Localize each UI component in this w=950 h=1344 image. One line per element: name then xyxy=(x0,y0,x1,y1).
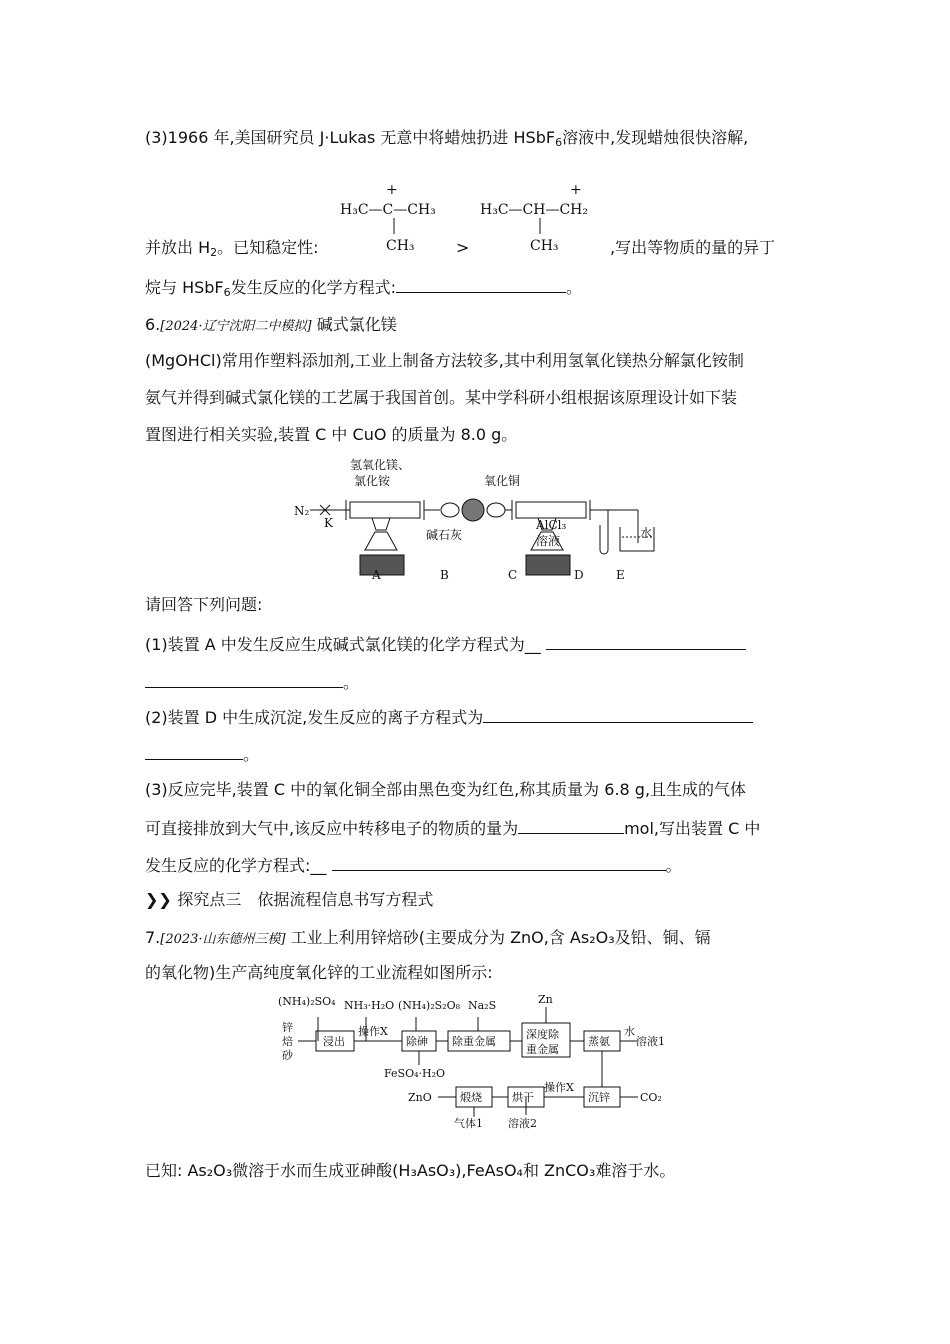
d-reagent-label-1: AlCl₃ xyxy=(536,518,567,532)
op-x-label-2: 操作X xyxy=(544,1081,574,1094)
answer-blank[interactable] xyxy=(145,671,343,688)
q3-text: 。已知稳定性: xyxy=(217,238,319,257)
sol2-label: 溶液2 xyxy=(508,1117,537,1129)
q3-text: 并放出 H xyxy=(145,238,211,257)
q6-title: 碱式氯化镁 xyxy=(316,315,397,334)
period: 。 xyxy=(243,745,260,764)
q3-line1 xyxy=(145,127,748,154)
feed-char-2: 焙 xyxy=(282,1035,293,1048)
q6-a3-line3: 发生反应的化学方程式:__ 。 xyxy=(145,856,682,875)
letter-e: E xyxy=(616,568,625,582)
answer-blank[interactable] xyxy=(518,817,624,834)
double-chevron-icon: ❯❯ xyxy=(145,890,178,909)
letter-d: D xyxy=(574,568,584,582)
a-reagent-label-2: 氯化铵 xyxy=(354,474,391,488)
apparatus-diagram xyxy=(290,455,670,585)
n2-label: N₂ xyxy=(294,504,310,518)
q6-a3-line2 xyxy=(145,817,760,840)
section-heading xyxy=(145,889,433,911)
q6-a3-text: 发生反应的化学方程式: xyxy=(145,856,311,875)
reagent-2: NH₃·H₂O xyxy=(344,999,395,1012)
c-reagent-label: 氧化铜 xyxy=(484,474,521,488)
q7-source-tag: [2023·山东德州三模] xyxy=(160,932,286,947)
answer-blank[interactable] xyxy=(145,743,243,760)
co2-label: CO₂ xyxy=(640,1091,662,1104)
box-dry: 烘干 xyxy=(512,1091,534,1104)
q6-a2 xyxy=(145,706,753,729)
reagent-1: (NH₄)₂SO₄ xyxy=(278,995,336,1008)
letter-b: B xyxy=(440,568,449,582)
feed-char-3: 砂 xyxy=(282,1049,293,1062)
q6-para-3: 置图进行相关实验,装置 C 中 CuO 的质量为 8.0 g。 xyxy=(145,425,518,444)
struct2-plus: + xyxy=(570,182,582,198)
q6-a1-cont xyxy=(145,671,359,694)
q3-text: 烷与 HSbF xyxy=(145,278,224,297)
q7-text: 工业上利用锌焙砂(主要成分为 ZnO,含 As₂O₃及铅、铜、镉 xyxy=(290,928,711,947)
q6-a3-text: mol,写出装置 C 中 xyxy=(624,819,761,838)
op-x-label-1: 操作X xyxy=(358,1025,388,1038)
period: 。 xyxy=(343,673,360,692)
answer-blank[interactable] xyxy=(483,706,753,723)
q6-source-tag: [2024·辽宁沈阳二中模拟] xyxy=(160,319,312,334)
struct1-methyl: CH₃ xyxy=(386,238,415,254)
q3-line2-end: ,写出等物质的量的异丁 xyxy=(610,238,776,257)
valve-k-label: K xyxy=(324,516,333,530)
q3-line3 xyxy=(145,276,582,304)
e-reagent-label: 水 xyxy=(640,526,653,540)
q3-text: (3)1966 年,美国研究员 J·Lukas 无意中将蜡烛扔进 HSbF xyxy=(145,128,556,147)
q6-para-1: (MgOHCl)常用作塑料添加剂,工业上制备方法较多,其中利用氢氧化镁热分解氯化铵制 xyxy=(145,351,744,370)
q6-ask: 请回答下列问题: xyxy=(145,595,263,614)
section-title: 探究点三 依据流程信息书写方程式 xyxy=(177,890,434,909)
q3-line2 xyxy=(145,237,319,264)
q3-text: 发生反应的化学方程式: xyxy=(230,278,397,297)
q7-number: 7. xyxy=(145,928,161,947)
q7-heading xyxy=(145,927,711,951)
struct1-formula: H₃C—C—CH₃ xyxy=(340,202,436,218)
q6-heading xyxy=(145,314,397,338)
reagent-5: Zn xyxy=(538,993,553,1006)
feso4-label: FeSO₄·H₂O xyxy=(384,1067,446,1080)
gas1-label: 气体1 xyxy=(454,1117,483,1129)
d-reagent-label-2: 溶液 xyxy=(536,534,561,548)
q6-para-2: 氨气并得到碱式氯化镁的工艺属于我国首创。某中学科研小组根据该原理设计如下装 xyxy=(145,388,738,407)
feed-char-1: 锌 xyxy=(282,1021,293,1034)
b-reagent-label: 碱石灰 xyxy=(426,528,463,542)
q6-a2-text: (2)装置 D 中生成沉淀,发生反应的离子方程式为 xyxy=(145,708,484,727)
q6-a1-text: (1)装置 A 中发生反应生成碱式氯化镁的化学方程式为 xyxy=(145,635,525,654)
struct1-plus: + xyxy=(386,182,398,198)
q7-para-2: 的氧化物)生产高纯度氧化锌的工业流程如图所示: xyxy=(145,963,493,982)
water-label: 水 xyxy=(624,1025,635,1038)
reagent-4: Na₂S xyxy=(468,999,497,1012)
box-remove-hm: 除重金属 xyxy=(452,1035,496,1048)
period: 。 xyxy=(566,278,583,297)
q3-text: 溶液中,发现蜡烛很快溶解, xyxy=(562,128,749,147)
q6-a2-cont xyxy=(145,743,259,766)
sol1-label: 溶液1 xyxy=(636,1035,665,1048)
process-flowchart xyxy=(278,993,678,1129)
box-remove-as: 除砷 xyxy=(406,1035,428,1048)
answer-blank[interactable] xyxy=(332,854,666,871)
carbocation-structures xyxy=(330,182,630,262)
struct2-methyl: CH₃ xyxy=(530,238,559,254)
q6-a1: (1)装置 A 中发生反应生成碱式氯化镁的化学方程式为__ xyxy=(145,633,746,656)
box-ammonia: 蒸氨 xyxy=(588,1035,610,1048)
box-leach: 浸出 xyxy=(323,1035,345,1048)
period: 。 xyxy=(665,856,682,875)
q6-a3-text: 可直接排放到大气中,该反应中转移电子的物质的量为 xyxy=(145,819,519,838)
subscript: 6 xyxy=(223,286,231,299)
q6-a3-line1: (3)反应完毕,装置 C 中的氧化铜全部由黑色变为红色,称其质量为 6.8 g,且生成的气体 xyxy=(145,780,747,799)
box-deep-1: 深度除 xyxy=(526,1028,559,1041)
answer-blank[interactable] xyxy=(546,633,746,650)
letter-c: C xyxy=(508,568,518,582)
box-calcine: 煅烧 xyxy=(460,1091,482,1104)
struct2-formula: H₃C—CH—CH₂ xyxy=(480,202,588,218)
a-reagent-label-1: 氢氧化镁、 xyxy=(350,458,411,472)
known-info: 已知: As₂O₃微溶于水而生成亚砷酸(H₃AsO₃),FeAsO₄和 ZnCO₃难溶于水。 xyxy=(145,1161,676,1180)
zno-label: ZnO xyxy=(408,1091,432,1104)
answer-blank[interactable] xyxy=(396,276,566,293)
box-zn-precip: 沉锌 xyxy=(588,1091,610,1104)
subscript: 6 xyxy=(555,136,563,149)
box-deep-2: 重金属 xyxy=(526,1043,559,1056)
stability-gt: > xyxy=(456,238,470,257)
letter-a: A xyxy=(372,568,381,582)
q6-number: 6. xyxy=(145,315,161,334)
subscript: 2 xyxy=(210,246,218,259)
reagent-3: (NH₄)₂S₂O₈ xyxy=(398,999,460,1012)
